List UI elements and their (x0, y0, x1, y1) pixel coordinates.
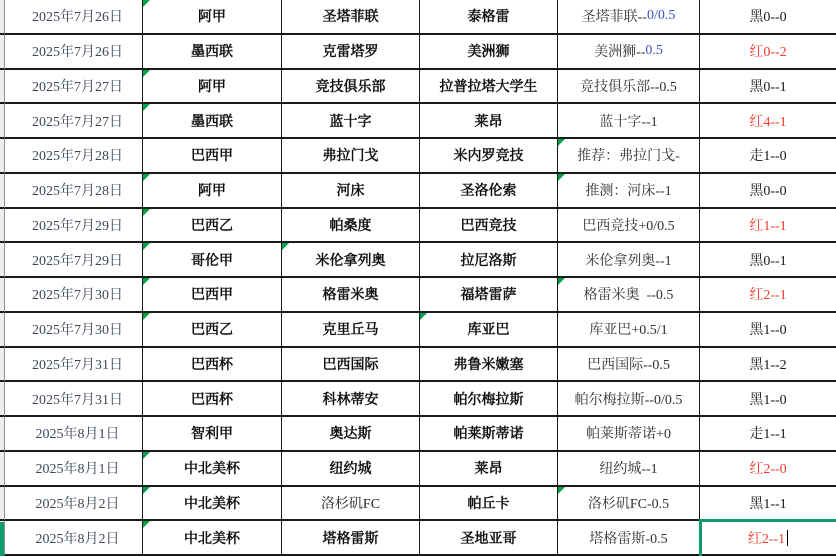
result-cell[interactable] (700, 70, 836, 105)
tip-text: 纽约城--1 (599, 462, 658, 478)
league-cell[interactable]: 巴西甲 (143, 139, 282, 174)
tip-cell[interactable] (558, 174, 700, 209)
result-text: 黑0--0 (749, 184, 787, 200)
tip-cell[interactable] (558, 487, 700, 522)
league-cell[interactable]: 墨西联 (143, 104, 282, 139)
home-team-cell[interactable]: 帕桑度 (282, 209, 420, 244)
tip-cell[interactable] (558, 452, 700, 487)
tip-cell[interactable] (558, 521, 700, 556)
league-cell[interactable]: 中北美杯 (143, 452, 282, 487)
result-text: 黑0--1 (749, 79, 787, 95)
league-cell[interactable]: 巴西甲 (143, 278, 282, 313)
date-cell[interactable]: 2025年7月27日 (5, 70, 143, 105)
error-indicator-icon (143, 0, 150, 7)
home-team-cell[interactable]: 米伦拿列奥 (282, 243, 420, 278)
tip-cell[interactable] (558, 313, 700, 348)
result-text: 走1--0 (749, 149, 787, 165)
away-team-cell[interactable]: 弗鲁米嫩塞 (420, 348, 558, 383)
away-team-cell[interactable]: 圣洛伦索 (420, 174, 558, 209)
away-team-cell[interactable]: 库亚巴 (420, 313, 558, 348)
tip-text: 0/0.5 (646, 8, 676, 24)
result-text: 黑1--1 (749, 496, 787, 512)
date-cell[interactable]: 2025年7月30日 (5, 313, 143, 348)
error-indicator-icon (143, 209, 150, 216)
result-cell[interactable] (700, 278, 836, 313)
result-text: 走1--1 (749, 427, 787, 443)
tip-text: 米伦拿列奥--1 (585, 253, 672, 269)
error-indicator-icon (143, 487, 150, 494)
error-indicator-icon (143, 313, 150, 320)
row-selection-indicator (0, 522, 4, 556)
tip-text: 蓝十字--1 (599, 114, 658, 130)
home-team-cell[interactable]: 克里丘马 (282, 313, 420, 348)
home-team-cell[interactable]: 弗拉门戈 (282, 139, 420, 174)
league-cell[interactable]: 巴西杯 (143, 348, 282, 383)
date-cell[interactable]: 2025年7月29日 (5, 209, 143, 244)
home-team-cell[interactable]: 洛杉矶FC (282, 487, 420, 522)
date-cell[interactable]: 2025年7月31日 (5, 382, 143, 417)
date-cell[interactable]: 2025年8月1日 (5, 417, 143, 452)
home-team-cell[interactable]: 圣塔菲联 (282, 0, 420, 35)
tip-cell[interactable] (558, 139, 700, 174)
away-team-cell[interactable]: 巴西竞技 (420, 209, 558, 244)
result-text: 黑1--2 (749, 357, 787, 373)
tip-text: 推测：河床--1 (585, 184, 672, 200)
league-cell[interactable]: 哥伦甲 (143, 243, 282, 278)
tip-cell[interactable] (558, 278, 700, 313)
home-team-cell[interactable]: 克雷塔罗 (282, 35, 420, 70)
result-cell[interactable] (700, 104, 836, 139)
tip-cell[interactable] (558, 0, 700, 35)
error-indicator-icon (143, 70, 150, 77)
date-cell[interactable]: 2025年7月26日 (5, 35, 143, 70)
error-indicator-icon (143, 452, 150, 459)
result-cell[interactable] (700, 35, 836, 70)
away-team-cell[interactable]: 帕莱斯蒂诺 (420, 417, 558, 452)
result-cell[interactable] (700, 348, 836, 383)
tip-text: 竞技俱乐部--0.5 (580, 79, 677, 95)
error-indicator-icon (143, 243, 150, 250)
away-team-cell[interactable]: 美洲狮 (420, 35, 558, 70)
result-cell[interactable] (700, 139, 836, 174)
date-cell[interactable]: 2025年8月1日 (5, 452, 143, 487)
tip-cell[interactable] (558, 35, 700, 70)
tip-cell[interactable] (558, 382, 700, 417)
error-indicator-icon (558, 174, 565, 181)
tip-cell[interactable] (558, 348, 700, 383)
tip-cell[interactable] (558, 243, 700, 278)
result-cell[interactable] (700, 452, 836, 487)
away-team-cell[interactable]: 拉普拉塔大学生 (420, 70, 558, 105)
error-indicator-icon (282, 243, 289, 250)
date-cell[interactable]: 2025年8月2日 (5, 487, 143, 522)
away-team-cell[interactable]: 帕尔梅拉斯 (420, 382, 558, 417)
tip-text: 圣塔菲联-- (581, 10, 647, 26)
result-cell[interactable] (700, 243, 836, 278)
result-text: 红2--1 (749, 288, 787, 304)
tip-cell[interactable] (558, 70, 700, 105)
date-cell[interactable]: 2025年7月30日 (5, 278, 143, 313)
error-indicator-icon (143, 521, 150, 528)
date-cell[interactable]: 2025年7月26日 (5, 0, 143, 35)
home-team-cell[interactable]: 纽约城 (282, 452, 420, 487)
tip-text: 美洲狮-- (594, 45, 646, 61)
away-team-cell[interactable]: 福塔雷萨 (420, 278, 558, 313)
home-team-cell[interactable]: 竞技俱乐部 (282, 70, 420, 105)
error-indicator-icon (558, 278, 565, 285)
away-team-cell[interactable]: 莱昂 (420, 452, 558, 487)
away-team-cell[interactable]: 米内罗竞技 (420, 139, 558, 174)
league-cell[interactable]: 中北美杯 (143, 521, 282, 556)
league-cell[interactable]: 巴西乙 (143, 313, 282, 348)
error-indicator-icon (558, 487, 565, 494)
error-indicator-icon (558, 139, 565, 146)
home-team-cell[interactable]: 奥达斯 (282, 417, 420, 452)
result-text: 红2--0 (749, 462, 787, 478)
date-cell[interactable]: 2025年7月27日 (5, 104, 143, 139)
result-text: 红1--1 (749, 218, 787, 234)
result-text: 黑0--0 (749, 10, 787, 26)
tip-text: 巴西国际--0.5 (587, 357, 670, 373)
date-cell[interactable]: 2025年7月28日 (5, 139, 143, 174)
league-cell[interactable]: 巴西乙 (143, 209, 282, 244)
result-cell[interactable] (700, 174, 836, 209)
result-cell[interactable] (700, 521, 836, 556)
away-team-cell[interactable]: 圣地亚哥 (420, 521, 558, 556)
result-text: 红4--1 (749, 114, 787, 130)
result-text: 黑1--0 (749, 392, 787, 408)
error-indicator-icon (143, 174, 150, 181)
home-team-cell[interactable]: 科林蒂安 (282, 382, 420, 417)
result-text: 黑1--0 (749, 323, 787, 339)
tip-text: 格雷米奥 --0.5 (583, 288, 674, 304)
error-indicator-icon (420, 313, 427, 320)
result-cell[interactable] (700, 313, 836, 348)
tip-cell[interactable] (558, 209, 700, 244)
home-team-cell[interactable]: 蓝十字 (282, 104, 420, 139)
result-cell[interactable] (700, 382, 836, 417)
tip-cell[interactable] (558, 417, 700, 452)
league-cell[interactable]: 阿甲 (143, 174, 282, 209)
home-team-cell[interactable]: 巴西国际 (282, 348, 420, 383)
home-team-cell[interactable]: 格雷米奥 (282, 278, 420, 313)
tip-text: 塔格雷斯-0.5 (589, 531, 668, 547)
away-team-cell[interactable]: 泰格雷 (420, 0, 558, 35)
date-cell[interactable]: 2025年7月29日 (5, 243, 143, 278)
error-indicator-icon (143, 104, 150, 111)
result-text: 红0--2 (749, 45, 787, 61)
result-cell[interactable] (700, 209, 836, 244)
text-cursor (787, 530, 788, 546)
tip-text: 帕莱斯蒂诺+0 (586, 427, 671, 443)
tip-text: 洛杉矶FC-0.5 (587, 496, 670, 512)
league-cell[interactable]: 阿甲 (143, 0, 282, 35)
tip-cell[interactable] (558, 104, 700, 139)
tip-text: 巴西竞技+0/0.5 (582, 218, 675, 234)
date-cell[interactable]: 2025年7月28日 (5, 174, 143, 209)
date-cell[interactable]: 2025年8月2日 (5, 521, 143, 556)
league-cell[interactable]: 中北美杯 (143, 487, 282, 522)
tip-text: 库亚巴+0.5/1 (589, 323, 668, 339)
result-cell[interactable] (700, 417, 836, 452)
tip-text: 推荐：弗拉门戈- (577, 149, 680, 165)
result-cell[interactable] (700, 487, 836, 522)
league-cell[interactable]: 巴西杯 (143, 382, 282, 417)
away-team-cell[interactable]: 拉尼洛斯 (420, 243, 558, 278)
home-team-cell[interactable]: 河床 (282, 174, 420, 209)
league-cell[interactable]: 阿甲 (143, 70, 282, 105)
result-text: 红2--1 (747, 531, 786, 547)
tip-text: 0.5 (645, 43, 663, 59)
date-cell[interactable]: 2025年7月31日 (5, 348, 143, 383)
league-cell[interactable]: 智利甲 (143, 417, 282, 452)
tip-text: 帕尔梅拉斯--0/0.5 (574, 392, 683, 408)
away-team-cell[interactable]: 帕丘卡 (420, 487, 558, 522)
league-cell[interactable]: 墨西联 (143, 35, 282, 70)
result-text: 黑0--1 (749, 253, 787, 269)
away-team-cell[interactable]: 莱昂 (420, 104, 558, 139)
result-cell[interactable] (700, 0, 836, 35)
home-team-cell[interactable]: 塔格雷斯 (282, 521, 420, 556)
error-indicator-icon (143, 278, 150, 285)
